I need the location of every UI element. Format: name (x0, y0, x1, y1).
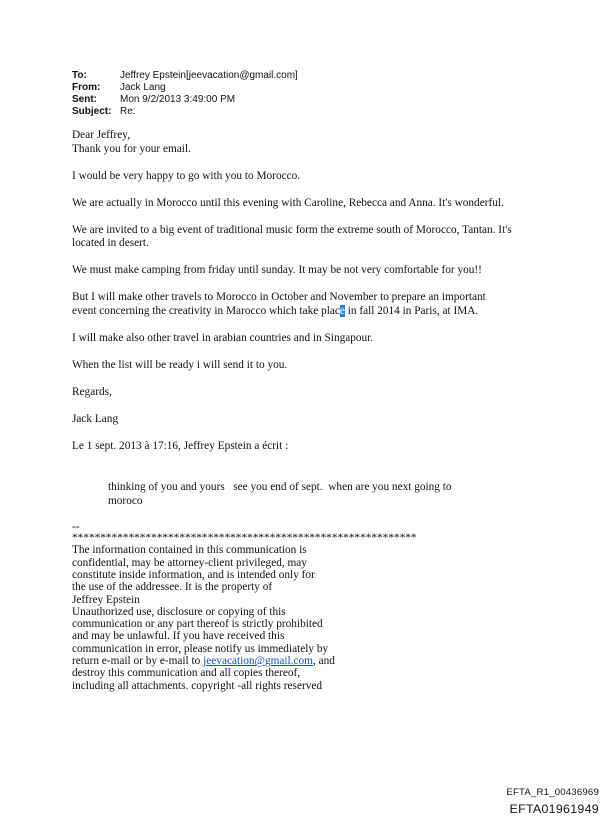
subject-label: Subject: (72, 106, 112, 117)
bates-number-2: EFTA01961949 (509, 802, 599, 816)
from-row (72, 82, 298, 94)
notice-line-6: Unauthorized use, disclosure or copying of this (72, 605, 286, 618)
paragraph-1: I would be very happy to go with you to Morocco. (72, 169, 301, 182)
p5-text-pre: event concerning the creativity in Marocco which take plac (72, 304, 340, 317)
regards-line: Regards, (72, 385, 112, 398)
notice-line-5: Jeffrey Epstein (72, 593, 140, 606)
email-link[interactable]: jeevacation@gmail.com (203, 655, 313, 668)
paragraph-3-line-2: located in desert. (72, 237, 149, 250)
signature-name: Jack Lang (72, 412, 119, 425)
to-value: Jeffrey Epstein[jeevacation@gmail.com] (120, 70, 298, 81)
paragraph-2: We are actually in Morocco until this evening with Caroline, Rebecca and Anna. It's wonderful. (72, 196, 504, 209)
to-row (72, 70, 298, 82)
subject-value: Re: (120, 106, 136, 117)
bates-number-1: EFTA_R1_00436969 (506, 787, 599, 798)
confidentiality-notice (72, 544, 562, 692)
text-cursor-highlight: e (339, 304, 345, 317)
separator-stars: ************************************************************* (72, 532, 417, 545)
notice-line-2: confidential, may be attorney-client privileged, may (72, 556, 307, 569)
notice-line-10-post: , and (312, 655, 335, 668)
email-header (72, 70, 298, 118)
notice-line-10-pre: return e-mail or by e-mail to (72, 655, 204, 668)
notice-line-8: and may be unlawful. If you have received this (72, 630, 285, 643)
notice-line-9: communication in error, please notify us immediately by (72, 642, 329, 655)
notice-line-3: constitute inside information, and is intended only for (72, 569, 315, 581)
from-value: Jack Lang (120, 82, 166, 93)
paragraph-6: I will make also other travel in arabian countries and in Singapour. (72, 331, 374, 344)
paragraph-5-line-2 (72, 305, 562, 319)
to-label: To: (72, 70, 87, 81)
subject-row (72, 106, 298, 118)
paragraph-7: When the list will be ready i will send it to you. (72, 358, 288, 371)
notice-line-10 (72, 655, 562, 667)
notice-line-4: the use of the addressee. It is the property of (72, 581, 273, 594)
quoted-line-2: moroco (108, 494, 143, 507)
email-body (72, 129, 562, 692)
thanks-line: Thank you for your email. (72, 142, 191, 155)
quoted-line-1: thinking of you and yours see you end of sept. when are you next going to (108, 481, 452, 494)
from-label: From: (72, 82, 101, 93)
notice-line-7: communication or any part thereof is strictly prohibited (72, 618, 323, 631)
signature-dash: -- (72, 521, 80, 534)
notice-line-1: The information contained in this communication is (72, 544, 307, 557)
p5-text-post: in fall 2014 in Paris, at IMA. (344, 304, 479, 317)
paragraph-3-line-1: We are invited to a big event of traditional music form the extreme south of Morocco, Tantan. It's (72, 223, 512, 236)
notice-line-12: including all attachments. copyright -all rights reserved (72, 679, 323, 692)
notice-line-11: destroy this communication and all copies thereof, (72, 667, 301, 680)
sent-value: Mon 9/2/2013 3:49:00 PM (120, 94, 236, 105)
paragraph-5-line-1: But I will make other travels to Morocco in October and November to prepare an important (72, 291, 486, 304)
greeting: Dear Jeffrey, (72, 129, 131, 141)
sent-label: Sent: (72, 94, 97, 105)
paragraph-4: We must make camping from friday until sunday. It may be not very comfortable for you!! (72, 264, 482, 277)
sent-row (72, 94, 298, 106)
quote-intro: Le 1 sept. 2013 à 17:16, Jeffrey Epstein a écrit : (72, 439, 289, 452)
